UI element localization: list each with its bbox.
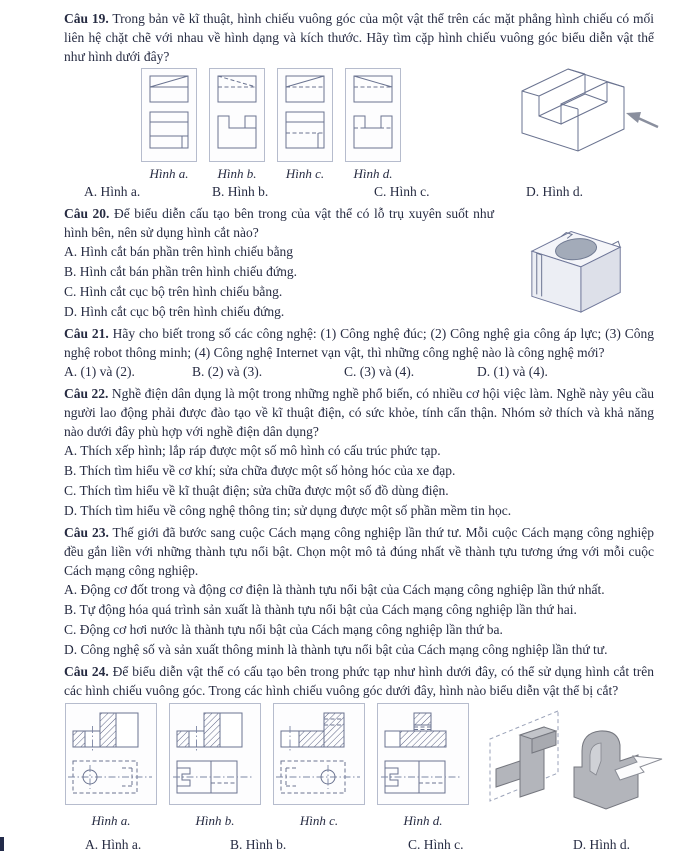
q23-option-b: B. Tự động hóa quá trình sản xuất là thành tựu nổi bật của Cách mạng công nghiệp lần thứ hai. (64, 602, 577, 617)
q19-option-b: B. Hình b. (212, 184, 269, 199)
figure-b-label: Hình b. (195, 813, 235, 828)
q20-option-b: B. Hình cắt bán phần trên hình chiếu đứng. (64, 264, 298, 279)
q23-option-d: D. Công nghệ số và sản xuất thông minh là thành tựu nổi bật của Cách mạng công nghiệp lần thứ tư. (64, 642, 608, 657)
question-21 (64, 324, 654, 382)
question-24-options (64, 835, 654, 851)
q21-option-a: A. (1) và (2). (64, 364, 135, 379)
q19-figure-a-drawing (141, 68, 197, 162)
q20-option-d: D. Hình cắt cục bộ trên hình chiếu đứng. (64, 304, 285, 319)
question-23-number: Câu 23. (64, 525, 109, 540)
figure-c-column (278, 68, 332, 182)
q19-option-c: C. Hình c. (374, 184, 430, 199)
q22-option-a: A. Thích xếp hình; lắp ráp được một số mô hình có cấu trúc phức tạp. (64, 443, 441, 458)
question-20-number: Câu 20. (64, 206, 110, 221)
figure-b-column (170, 703, 260, 829)
question-19-options (64, 182, 654, 202)
q19-figure-d-drawing (345, 68, 401, 162)
scan-artifact (0, 837, 4, 851)
question-20-text: Để biểu diễn cấu tạo bên trong của vật thể có lỗ trụ xuyên suốt như hình bên, nên sử dụng hình cắt nào? (64, 206, 494, 240)
q24-option-c: C. Hình c. (408, 837, 464, 851)
question-21-number: Câu 21. (64, 326, 109, 341)
q21-option-d: D. (1) và (4). (477, 364, 548, 379)
question-23 (64, 523, 654, 660)
question-24-text-block (64, 662, 654, 700)
q19-figure-b-drawing (209, 68, 265, 162)
q23-option-c: C. Động cơ hơi nước là thành tựu nổi bật của Cách mạng công nghiệp lần thứ ba. (64, 622, 503, 637)
q24-figure-a-drawing (65, 703, 157, 805)
question-24-text: Để biểu diễn vật thể có cấu tạo bên trong phức tạp như hình dưới đây, có thể sử dụng hình cắt trên các hình chiếu vuông góc. Trong các hình chiếu vuông góc dưới đây, hình nào biểu diễn vật thể bị cắt? (64, 664, 655, 698)
figure-a-label: Hình a. (149, 166, 189, 181)
question-19-text: Trong bản vẽ kĩ thuật, hình chiếu vuông góc của một vật thể trên các mặt phẳng hình chiếu có mối liên hệ chặt chẽ với nhau về hình dạng và kích thước. Hãy tìm cặp hình chiếu vuông góc biểu diễn vật thể như hình dưới đây? (64, 11, 654, 64)
q19-figure-c-drawing (277, 68, 333, 162)
figure-a-label: Hình a. (91, 813, 131, 828)
question-22-text: Nghề điện dân dụng là một trong những nghề phổ biến, có nhiều cơ hội việc làm. Nghề này yêu cầu người lao động phải được đào tạo về kĩ thuật điện, có sức khỏe, tính cẩn thận. Nhóm sở thích và khả năng nào dưới đây phù hợp với nghề điện dân dụng? (64, 386, 654, 439)
q24-figure-d-drawing (377, 703, 469, 805)
figure-d-column (346, 68, 400, 182)
q24-option-a: A. Hình a. (85, 837, 142, 851)
question-21-text-block (64, 324, 654, 362)
q19-option-a: A. Hình a. (84, 184, 141, 199)
figure-b-label: Hình b. (217, 166, 257, 181)
q21-option-b: B. (2) và (3). (192, 364, 263, 379)
question-22-text-block (64, 384, 654, 441)
q24-object-3d-image (470, 701, 670, 819)
question-19 (64, 9, 654, 202)
q19-option-d: D. Hình d. (526, 184, 583, 199)
q22-option-b: B. Thích tìm hiểu về cơ khí; sửa chữa được một số hỏng hóc của xe đạp. (64, 463, 456, 478)
q23-option-a: A. Động cơ đốt trong và động cơ điện là thành tựu nổi bật của Cách mạng công nghiệp lần thứ nhất. (64, 582, 605, 597)
q24-option-b: B. Hình b. (230, 837, 287, 851)
question-21-text: Hãy cho biết trong số các công nghệ: (1) Công nghệ đúc; (2) Công nghệ gia công áp lực; (3) Công nghệ robot thông minh; (4) Công nghệ Internet vạn vật, thì những công nghệ nào là công nghệ mới? (64, 326, 655, 360)
figure-d-column (378, 703, 468, 829)
question-23-text-block (64, 523, 654, 580)
figure-c-label: Hình c. (285, 166, 325, 181)
q22-option-d: D. Thích tìm hiểu về công nghệ thông tin; sử dụng được một số phần mềm tin học. (64, 503, 512, 518)
question-24 (64, 662, 654, 851)
q19-object-3d-image (502, 53, 662, 158)
figure-c-label: Hình c. (299, 813, 339, 828)
question-20 (64, 204, 654, 322)
q24-option-d: D. Hình d. (573, 837, 630, 851)
figure-a-column (66, 703, 156, 829)
q24-figure-c-drawing (273, 703, 365, 805)
question-19-number: Câu 19. (64, 11, 109, 26)
question-22 (64, 384, 654, 521)
question-23-text: Thế giới đã bước sang cuộc Cách mạng công nghiệp lần thứ tư. Mỗi cuộc Cách mạng công nghiệp đều gắn liền với những thành tựu nổi bật. Chọn một mô tả đúng nhất về thành tựu tương ứng với mỗi cuộc Cách mạng công nghiệp. (64, 525, 654, 578)
q20-option-a: A. Hình cắt bán phần trên hình chiếu bằng (64, 244, 294, 259)
figure-d-label: Hình d. (403, 813, 443, 828)
question-24-figure-area (64, 703, 654, 829)
q20-option-c: C. Hình cắt cục bộ trên hình chiếu bằng. (64, 284, 283, 299)
figure-a-column (142, 68, 196, 182)
q24-figure-b-drawing (169, 703, 261, 805)
figure-d-label: Hình d. (353, 166, 393, 181)
figure-c-column (274, 703, 364, 829)
question-22-number: Câu 22. (64, 386, 109, 401)
question-21-options (64, 362, 654, 382)
q22-option-c: C. Thích tìm hiểu về kĩ thuật điện; sửa chữa được một số đồ dùng điện. (64, 483, 449, 498)
question-24-number: Câu 24. (64, 664, 109, 679)
figure-b-column (210, 68, 264, 182)
q20-object-3d-image (502, 206, 654, 314)
q21-option-c: C. (3) và (4). (344, 364, 415, 379)
